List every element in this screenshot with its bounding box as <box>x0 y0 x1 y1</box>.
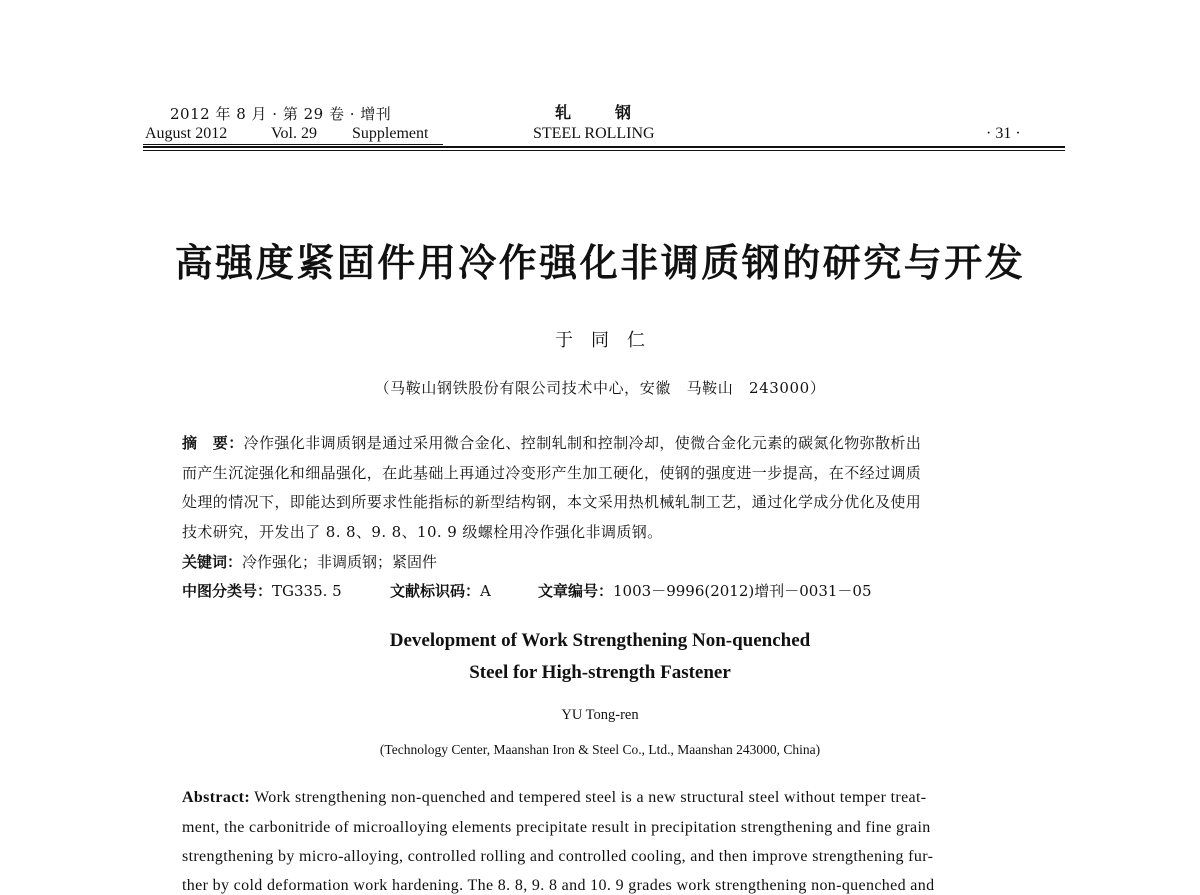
header-journal-cn: 轧钢 <box>555 103 676 122</box>
keywords-cn-label: 关键词： <box>182 553 243 571</box>
classification-article-id: 文章编号：1003－9996(2012)增刊－0031－05 <box>538 582 872 600</box>
article-title-en-line-2: Steel for High-strength Fastener <box>469 662 731 683</box>
abstract-en-line-1: Abstract: Work strengthening non-quenched and tempered steel is a new structural steel without temper treat- <box>182 789 927 806</box>
header-rule-thin <box>143 150 1065 151</box>
author-en: YU Tong-ren <box>561 707 639 723</box>
abstract-cn-line-2: 而产生沉淀强化和细晶强化，在此基础上再通过冷变形产生加工硬化，使钢的强度进一步提高，在不经过调质 <box>182 464 922 482</box>
abstract-cn-line-1: 摘 要：冷作强化非调质钢是通过采用微合金化、控制轧制和控制冷却，使微合金化元素的碳氮化物弥散析出 <box>182 434 922 452</box>
header-page-number: · 31 · <box>986 125 1021 142</box>
header-journal-en: STEEL ROLLING <box>533 125 655 142</box>
classification-doc-code: 文献标识码：A <box>390 582 491 600</box>
author-cn: 于同仁 <box>555 330 663 351</box>
header-issue-date: August 2012 <box>145 125 228 142</box>
abstract-cn-label: 摘 要： <box>182 434 244 452</box>
classification-clc: 中图分类号：TG335. 5 <box>182 582 342 600</box>
affiliation-cn: （马鞍山钢铁股份有限公司技术中心，安徽 马鞍山 243000） <box>374 379 826 397</box>
abstract-cn-line-4: 技术研究，开发出了 8. 8、9. 8、10. 9 级螺栓用冷作强化非调质钢。 <box>182 523 663 541</box>
abstract-en-line-2: ment, the carbonitride of microalloying elements precipitate result in precipitation strengthening and fine grain <box>182 819 931 836</box>
header-issue-cn: 2012 年 8 月 · 第 29 卷 · 增刊 <box>170 105 392 123</box>
header-issue-supplement: Supplement <box>352 125 429 142</box>
keywords-cn <box>182 551 437 572</box>
abstract-cn-line-3: 处理的情况下，即能达到所要求性能指标的新型结构钢，本文采用热机械轧制工艺，通过化学成分优化及使用 <box>182 493 922 511</box>
header-issue-volume: Vol. 29 <box>271 125 317 142</box>
abstract-en-line-3: strengthening by micro-alloying, controlled rolling and controlled cooling, and then improve strengthening fur- <box>182 848 934 865</box>
article-title-en-line-1: Development of Work Strengthening Non-quenched <box>389 630 811 651</box>
header-rule-thick <box>143 146 1065 148</box>
header-rule-under-issue <box>143 144 443 145</box>
keywords-cn-value: 冷作强化；非调质钢；紧固件 <box>242 553 438 571</box>
abstract-en-line-4: ther by cold deformation work hardening. The 8. 8, 9. 8 and 10. 9 grades work strengthening non-quenched and <box>182 877 935 894</box>
article-title-cn: 高强度紧固件用冷作强化非调质钢的研究与开发 <box>174 241 1026 285</box>
affiliation-en: (Technology Center, Maanshan Iron & Steel Co., Ltd., Maanshan 243000, China) <box>379 742 821 757</box>
abstract-en-label: Abstract: <box>182 789 251 806</box>
